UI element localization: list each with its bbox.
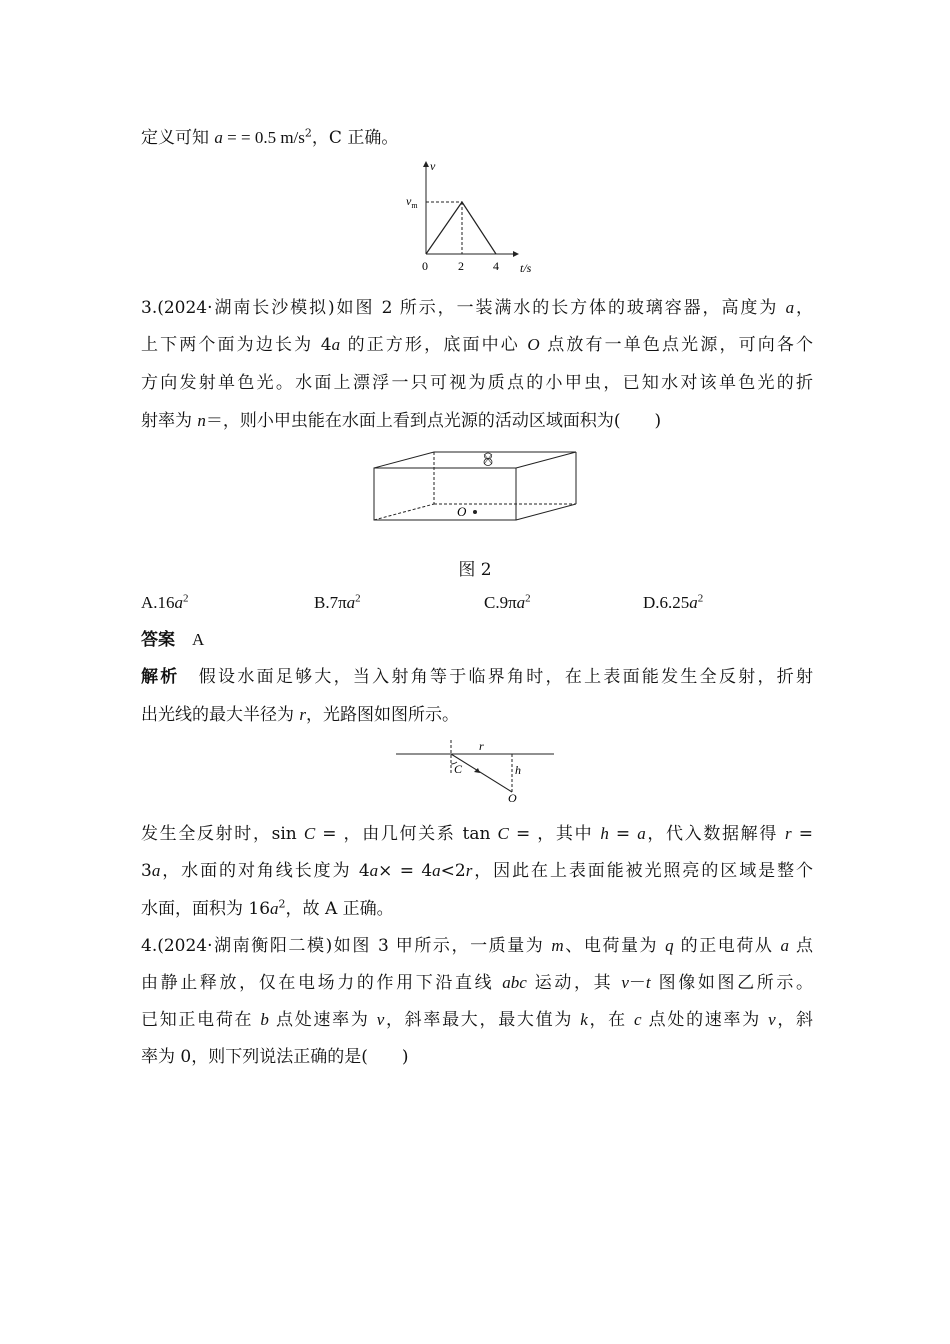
q4-line-2: 由静止释放，仅在电场力的作用下沿直线 abc 运动，其 v－t 图像如图乙所示。 xyxy=(141,973,813,993)
vt-line xyxy=(426,202,496,254)
option-c: $C.9\pi a^2$ xyxy=(484,592,531,612)
vm-label: $v_m$ xyxy=(406,194,418,210)
beetle-icon xyxy=(484,453,492,466)
tick-4: 4 xyxy=(493,259,499,273)
right-bottom-edge xyxy=(516,504,576,520)
solution-line-1: 发生全反射时，sin C = ，由几何关系 tan C = ，其中 h = a，代入数据解得 r = xyxy=(141,824,813,844)
hidden-left xyxy=(374,504,434,520)
option-a: $A.16a^2$ xyxy=(141,592,189,612)
q3-line-3: 方向发射单色光。水面上漂浮一只可视为质点的小甲虫，已知水对该单色光的折 xyxy=(141,373,813,393)
point-o-label: O xyxy=(457,504,467,519)
x-axis-label: t/s xyxy=(520,261,532,275)
analysis-line-2: 出光线的最大半径为 r，光路图如图所示。 xyxy=(141,705,460,725)
y-axis-label: v xyxy=(430,159,436,173)
vt-graph-figure xyxy=(400,158,550,278)
solution-line-3: 水面，面积为 $16a^2$，故 A 正确。 xyxy=(141,897,394,919)
q4-line-4: 率为 0，则下列说法正确的是( ) xyxy=(141,1047,409,1067)
q4-line-3: 已知正电荷在 b 点处速率为 v，斜率最大，最大值为 k，在 c 点处的速率为 v，斜 xyxy=(141,1010,814,1030)
label-o: O xyxy=(508,791,517,804)
answer-line: 答案 A xyxy=(141,630,205,650)
option-d: $D.6.25a^2$ xyxy=(643,592,704,612)
analysis-line-1: 解析 假设水面足够大，当入射角等于临界角时，在上表面能发生全反射，折射 xyxy=(141,667,814,687)
q3-line-4: 射率为 n＝，则小甲虫能在水面上看到点光源的活动区域面积为( ) xyxy=(141,411,662,431)
label-r: r xyxy=(479,739,484,753)
label-c: C xyxy=(454,762,463,776)
option-b: $B.7\pi a^2$ xyxy=(314,592,361,612)
light-source-dot xyxy=(473,510,477,514)
figure-caption: 图 2 xyxy=(458,560,492,580)
label-h: h xyxy=(515,763,521,777)
solution-line-2: 3a，水面的对角线长度为 4a× = 4a<2r，因此在上表面能被光照亮的区域是整个 xyxy=(141,861,813,881)
intro-line: 定义可知 a = = 0.5 $m/s^2$，C 正确。 xyxy=(141,126,399,148)
q4-line-1: 4.(2024·湖南衡阳二模)如图 3 甲所示，一质量为 m、电荷量为 q 的正电荷从 a 点 xyxy=(141,936,813,956)
q3-line-1: 3.(2024·湖南长沙模拟)如图 2 所示，一装满水的长方体的玻璃容器，高度为 a， xyxy=(141,298,813,318)
tick-2: 2 xyxy=(458,259,464,273)
front-face xyxy=(374,468,516,520)
tick-0: 0 xyxy=(422,259,428,273)
top-face xyxy=(374,452,576,468)
light-path-figure xyxy=(394,736,556,804)
q3-line-2: 上下两个面为边长为 4a 的正方形，底面中心 O 点放有一单色点光源，可向各个 xyxy=(141,335,813,355)
glass-container-figure xyxy=(370,448,582,526)
